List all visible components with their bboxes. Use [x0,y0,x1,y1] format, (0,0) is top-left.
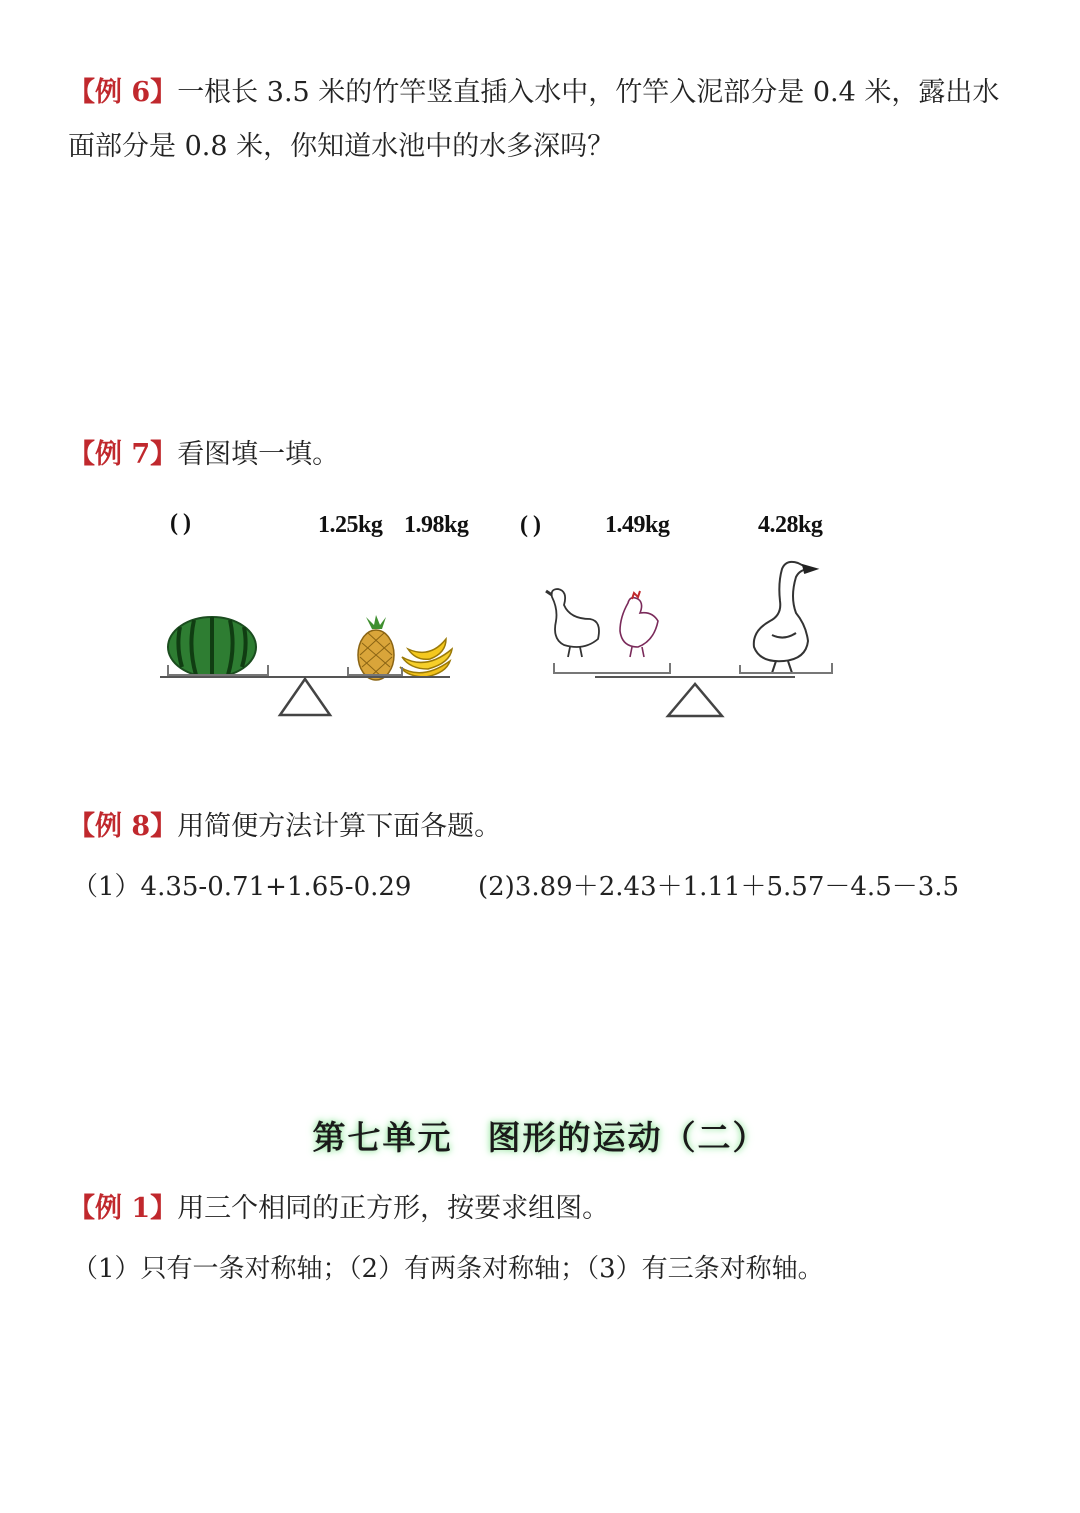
example-8-question-2: (2)3.89＋2.43＋1.11＋5.57－4.5－3.5 [478,872,960,902]
example-6-tag: 【例 6】 [68,77,178,108]
right-scale-blank: ( ) [520,512,541,538]
example-1-text: 用三个相同的正方形，按要求组图。 [177,1193,610,1224]
example-8-question-1: （1）4.35-0.71+1.65-0.29 [72,872,412,902]
right-scale-weight-chicken: 1.49kg [605,512,670,538]
duck-icon [546,589,599,657]
left-balance-scale [150,615,470,725]
pineapple-icon [358,615,394,680]
left-scale-blank: ( ) [170,510,191,536]
left-scale-weight-pineapple: 1.25kg [318,512,383,538]
example-1-tag: 【例 1】 [68,1193,178,1224]
example-1-items: （1）只有一条对称轴；（2）有两条对称轴；（3）有三条对称轴。 [72,1254,824,1284]
example-8-text: 用简便方法计算下面各题。 [177,811,502,842]
example-7-text: 看图填一填。 [177,439,340,470]
unit-7-title: 第七单元 图形的运动（二） [312,1118,768,1157]
right-balance-scale [540,555,850,685]
bananas-icon [400,639,452,677]
example-8 [68,800,1028,854]
chicken-icon [620,591,658,657]
example-6-text-1: 一根长 3.5 米的竹竿竖直插入水中，竹竿入泥部分是 0.4 米，露出水 [177,77,1000,108]
watermelon-icon [168,617,256,677]
example-7-tag: 【例 7】 [68,439,178,470]
left-scale-weight-banana: 1.98kg [404,512,469,538]
right-scale-fulcrum [660,680,730,720]
goose-icon [754,562,816,673]
right-scale-weight-goose: 4.28kg [758,512,823,538]
example-6 [68,66,1028,174]
example-1 [68,1182,1028,1236]
example-6-line-2: 面部分是 0.8 米，你知道水池中的水多深吗？ [68,131,615,162]
example-6-line-1 [68,66,1028,120]
example-8-tag: 【例 8】 [68,811,178,842]
example-7 [68,428,1028,482]
